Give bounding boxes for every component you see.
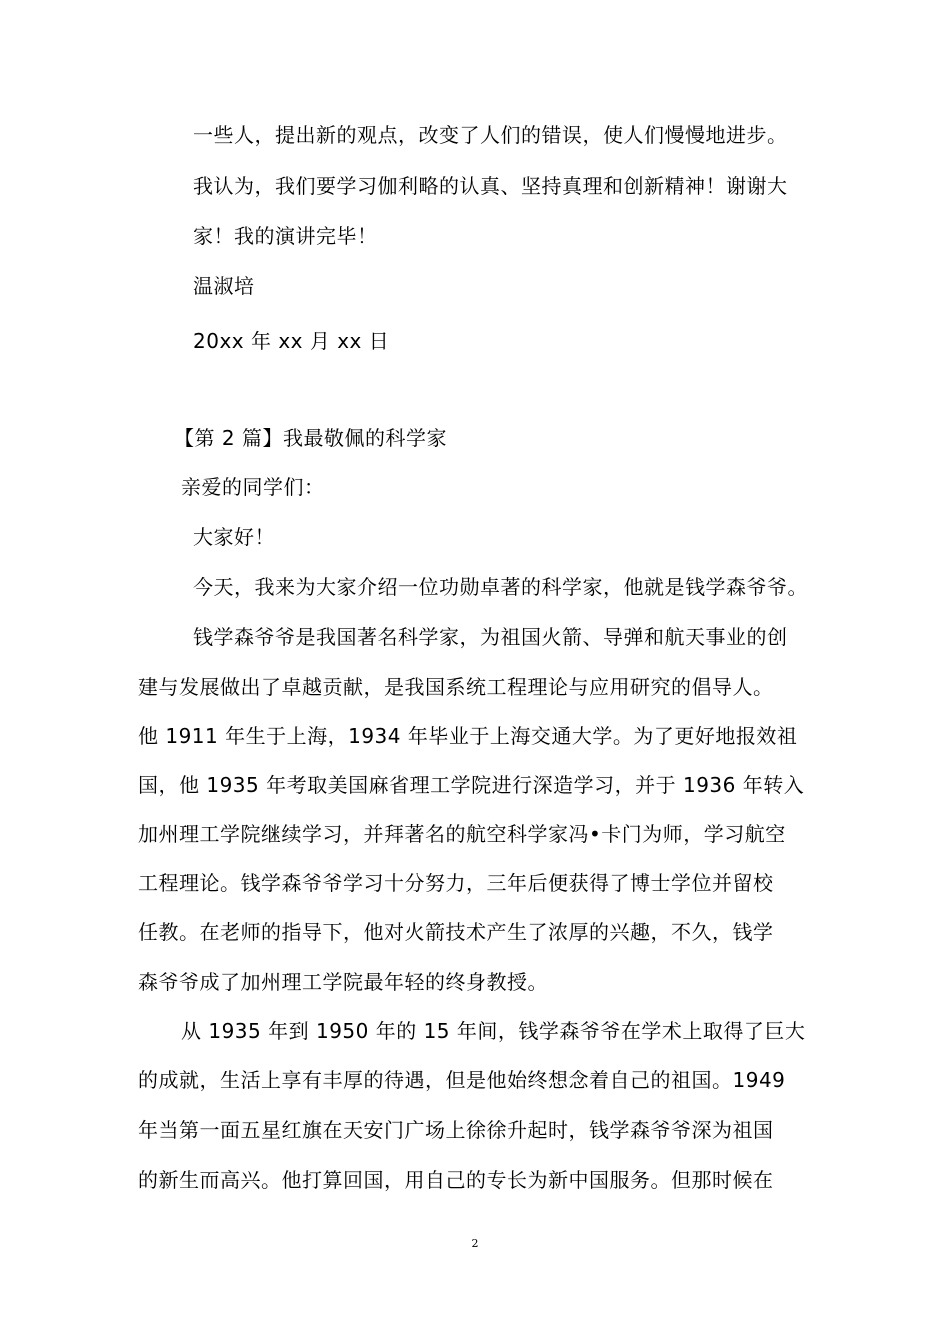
text-line: 年当第一面五星红旗在天安门广场上徐徐升起时，钱学森爷爷深为祖国 (138, 1118, 774, 1142)
date-line: 20xx 年 xx 月 xx 日 (193, 329, 390, 353)
text-line: 森爷爷成了加州理工学院最年轻的终身教授。 (138, 970, 548, 994)
text-line: 一些人，提出新的观点，改变了人们的错误，使人们慢慢地进步。 (193, 123, 788, 147)
text-line: 任教。在老师的指导下，他对火箭技术产生了浓厚的兴趣，不久，钱学 (138, 920, 774, 944)
text-line: 加州理工学院继续学习，并拜著名的航空科学家冯•卡门为师，学习航空 (138, 822, 786, 846)
text-line: 的成就，生活上享有丰厚的待遇，但是他始终想念着自己的祖国。1949 (138, 1068, 786, 1092)
text-line: 我认为，我们要学习伽利略的认真、坚持真理和创新精神！谢谢大 (193, 174, 788, 198)
salutation: 亲爱的同学们： (181, 475, 325, 499)
text-line: 他 1911 年生于上海，1934 年毕业于上海交通大学。为了更好地报效祖 (138, 724, 798, 748)
greeting: 大家好！ (193, 525, 275, 549)
text-line: 国，他 1935 年考取美国麻省理工学院进行深造学习，并于 1936 年转入 (138, 773, 805, 797)
section-heading: 【第 2 篇】我最敬佩的科学家 (174, 426, 447, 450)
text-line: 家！我的演讲完毕！ (193, 224, 378, 248)
text-line: 从 1935 年到 1950 年的 15 年间，钱学森爷爷在学术上取得了巨大 (181, 1019, 806, 1043)
text-line: 的新生而高兴。他打算回国，用自己的专长为新中国服务。但那时候在 (138, 1168, 774, 1192)
text-line: 今天，我来为大家介绍一位功勋卓著的科学家，他就是钱学森爷爷。 (193, 575, 808, 599)
text-line: 建与发展做出了卓越贡献，是我国系统工程理论与应用研究的倡导人。 (138, 675, 774, 699)
page-number: 2 (471, 1237, 479, 1250)
text-line: 钱学森爷爷是我国著名科学家，为祖国火箭、导弹和航天事业的创 (193, 625, 788, 649)
text-line: 工程理论。钱学森爷爷学习十分努力，三年后便获得了博士学位并留校 (138, 871, 774, 895)
signature-name: 温淑培 (193, 274, 255, 298)
